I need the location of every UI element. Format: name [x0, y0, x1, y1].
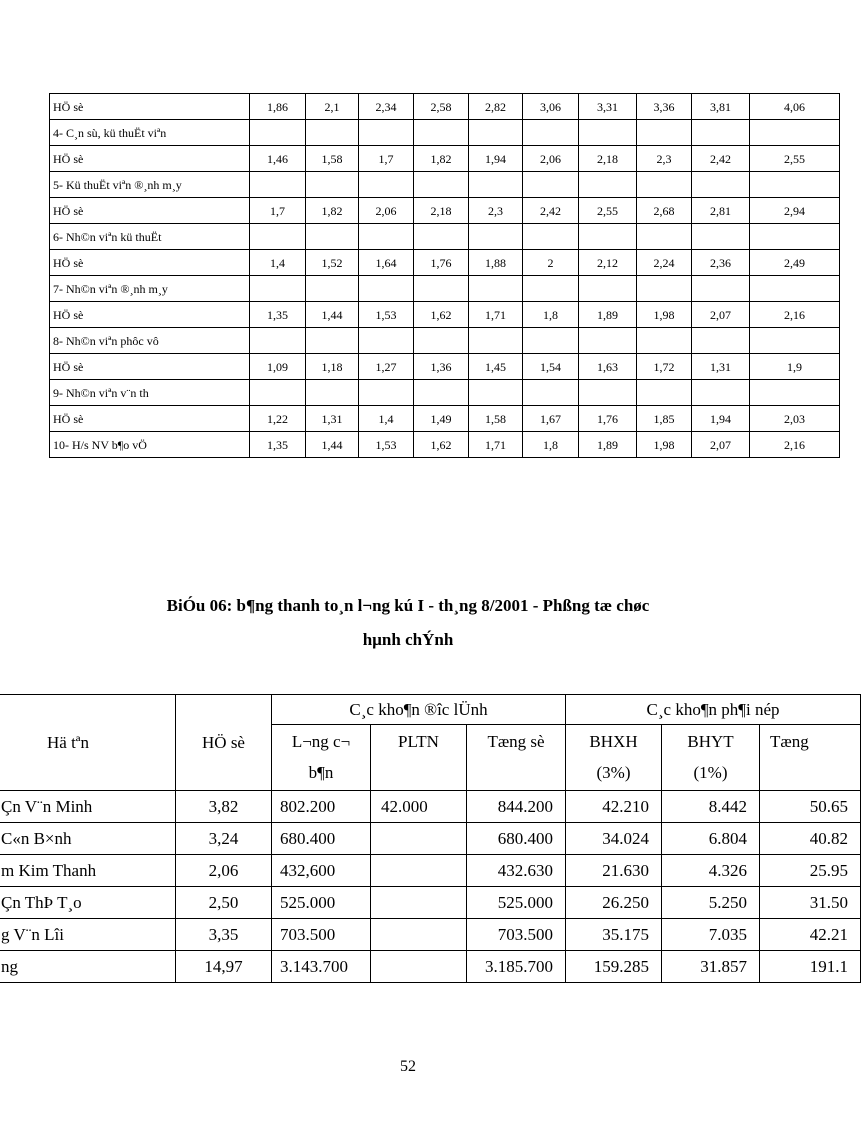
- total-deduction: 50.65: [760, 791, 861, 823]
- pltn-value: [371, 823, 467, 855]
- coef-row-label: 6- Nh©n viªn kü thuËt: [50, 224, 250, 250]
- coef-cell: [523, 172, 579, 198]
- coef-cell: 1,76: [414, 250, 469, 276]
- total-deduction: 25.95: [760, 855, 861, 887]
- coef-cell: 1,4: [359, 406, 414, 432]
- coef-cell: [414, 172, 469, 198]
- header-bhxh: [566, 725, 662, 791]
- coef-cell: 1,76: [579, 406, 637, 432]
- coef-cell: [414, 120, 469, 146]
- coef-cell: [306, 120, 359, 146]
- coef-cell: 2,18: [579, 146, 637, 172]
- coefficient-table: [49, 93, 840, 458]
- coef-cell: 2,03: [750, 406, 840, 432]
- coef-row-label: 5- Kü thuËt viªn ®¸nh m¸y: [50, 172, 250, 198]
- header-basic-line1: L¬ng c¬: [291, 732, 351, 751]
- header-bhyt-line2: (1%): [693, 763, 728, 782]
- coef-cell: [359, 328, 414, 354]
- coef-cell: 1,22: [250, 406, 306, 432]
- coef-cell: 1,89: [579, 432, 637, 458]
- coef-cell: [750, 276, 840, 302]
- coef-cell: 1,85: [637, 406, 692, 432]
- coef-cell: 1,82: [414, 146, 469, 172]
- coef-row: [50, 224, 840, 250]
- coef-cell: 1,63: [579, 354, 637, 380]
- coef-cell: 2,16: [750, 302, 840, 328]
- coef-cell: 3,31: [579, 94, 637, 120]
- coef-cell: [750, 120, 840, 146]
- coefficient-table-body: [50, 94, 840, 458]
- coef-row: [50, 120, 840, 146]
- coef-value: 3,35: [176, 919, 272, 951]
- coef-cell: 1,94: [469, 146, 523, 172]
- coef-cell: 1,86: [250, 94, 306, 120]
- coef-cell: [359, 276, 414, 302]
- coef-cell: [250, 224, 306, 250]
- coef-cell: [750, 172, 840, 198]
- coef-row: [50, 172, 840, 198]
- coef-cell: 2,55: [579, 198, 637, 224]
- coef-cell: 3,81: [692, 94, 750, 120]
- header-bhxh-line2: (3%): [596, 763, 631, 782]
- coef-cell: [250, 380, 306, 406]
- coef-cell: [306, 380, 359, 406]
- header-total-deduct-label: Tæng: [770, 732, 809, 751]
- coef-row-label: 9- Nh©n viªn v¨n th: [50, 380, 250, 406]
- coef-row-label: HÖ sè: [50, 302, 250, 328]
- coef-cell: 1,44: [306, 432, 359, 458]
- bhxh-value: 21.630: [566, 855, 662, 887]
- coef-cell: 1,88: [469, 250, 523, 276]
- coef-cell: 2,18: [414, 198, 469, 224]
- coef-cell: [637, 276, 692, 302]
- header-bhyt: [662, 725, 760, 791]
- coef-cell: 2,42: [523, 198, 579, 224]
- header-bhxh-line1: BHXH: [589, 732, 638, 751]
- coef-cell: 2,07: [692, 302, 750, 328]
- coef-cell: [250, 120, 306, 146]
- coef-cell: [692, 380, 750, 406]
- pltn-value: [371, 951, 467, 983]
- bhxh-value: 34.024: [566, 823, 662, 855]
- coef-cell: [414, 276, 469, 302]
- coef-cell: 1,8: [523, 432, 579, 458]
- basic-salary: 680.400: [272, 823, 371, 855]
- bhyt-value: 7.035: [662, 919, 760, 951]
- coef-cell: [637, 120, 692, 146]
- coef-cell: 2,16: [750, 432, 840, 458]
- coef-cell: 2,34: [359, 94, 414, 120]
- coef-cell: 2,55: [750, 146, 840, 172]
- basic-salary: 432,600: [272, 855, 371, 887]
- coef-row-label: HÖ sè: [50, 406, 250, 432]
- coef-cell: 2,81: [692, 198, 750, 224]
- coef-cell: [637, 380, 692, 406]
- header-name: Hä tªn: [0, 695, 176, 791]
- coef-cell: [579, 224, 637, 250]
- total-income: 703.500: [467, 919, 566, 951]
- coef-cell: 3,06: [523, 94, 579, 120]
- coef-cell: 1,58: [469, 406, 523, 432]
- coef-row-label: HÖ sè: [50, 198, 250, 224]
- coef-cell: [692, 224, 750, 250]
- header-basic-salary: [272, 725, 371, 791]
- salary-row: [0, 919, 861, 951]
- coef-cell: 1,4: [250, 250, 306, 276]
- bhxh-value: 26.250: [566, 887, 662, 919]
- header-total-deduct: [760, 725, 861, 791]
- coef-cell: 2,3: [469, 198, 523, 224]
- coef-cell: 1,58: [306, 146, 359, 172]
- bhyt-value: 5.250: [662, 887, 760, 919]
- coef-cell: 1,52: [306, 250, 359, 276]
- coef-row: [50, 276, 840, 302]
- coef-value: 14,97: [176, 951, 272, 983]
- coef-cell: [579, 380, 637, 406]
- coef-cell: 1,8: [523, 302, 579, 328]
- coef-cell: [692, 276, 750, 302]
- coef-cell: 2,06: [359, 198, 414, 224]
- coef-row-label: HÖ sè: [50, 354, 250, 380]
- header-total: [467, 725, 566, 791]
- coef-cell: 2,58: [414, 94, 469, 120]
- page-number: 52: [400, 1058, 416, 1075]
- coef-cell: [359, 380, 414, 406]
- coef-cell: [692, 120, 750, 146]
- total-income: 680.400: [467, 823, 566, 855]
- coef-value: 3,24: [176, 823, 272, 855]
- salary-table: [0, 694, 861, 983]
- coef-cell: 1,62: [414, 302, 469, 328]
- coef-cell: 2,3: [637, 146, 692, 172]
- basic-salary: 525.000: [272, 887, 371, 919]
- table-title-line2: hµnh chÝnh: [362, 630, 454, 649]
- pltn-value: [371, 919, 467, 951]
- bhxh-value: 35.175: [566, 919, 662, 951]
- coef-cell: 1,31: [306, 406, 359, 432]
- table-title-line1: BiÓu 06: b¶ng thanh to¸n l¬ng kú I - th¸ng 8/2001 - Phßng tæ chøc: [166, 596, 650, 615]
- coef-cell: [523, 120, 579, 146]
- coef-row: [50, 146, 840, 172]
- header-pltn-label: PLTN: [398, 732, 439, 751]
- coef-cell: [469, 276, 523, 302]
- bhyt-value: 4.326: [662, 855, 760, 887]
- coef-cell: 2,07: [692, 432, 750, 458]
- coef-row-label: 8- Nh©n viªn phôc vô: [50, 328, 250, 354]
- coef-cell: [359, 224, 414, 250]
- coef-cell: 4,06: [750, 94, 840, 120]
- coef-row: [50, 432, 840, 458]
- coef-cell: 1,31: [692, 354, 750, 380]
- coef-cell: [306, 328, 359, 354]
- coef-cell: [469, 328, 523, 354]
- coef-cell: 2,82: [469, 94, 523, 120]
- coef-cell: [523, 380, 579, 406]
- coef-cell: [523, 328, 579, 354]
- coef-row: [50, 250, 840, 276]
- coef-cell: [306, 276, 359, 302]
- coef-cell: 1,9: [750, 354, 840, 380]
- salary-row: [0, 951, 861, 983]
- coef-row: [50, 328, 840, 354]
- coef-cell: 1,44: [306, 302, 359, 328]
- coef-cell: 1,27: [359, 354, 414, 380]
- coef-cell: [359, 172, 414, 198]
- salary-row: [0, 823, 861, 855]
- coef-cell: 1,45: [469, 354, 523, 380]
- coef-row: [50, 380, 840, 406]
- total-income: 3.185.700: [467, 951, 566, 983]
- employee-name: g V¨n Lîi: [0, 919, 176, 951]
- coef-row: [50, 354, 840, 380]
- coef-cell: [414, 380, 469, 406]
- coef-cell: [469, 120, 523, 146]
- salary-table-body: [0, 695, 861, 983]
- coef-cell: [469, 380, 523, 406]
- coef-cell: [306, 172, 359, 198]
- coef-value: 2,50: [176, 887, 272, 919]
- header-basic-line2: b¶n: [308, 763, 334, 782]
- coef-cell: 1,7: [359, 146, 414, 172]
- employee-name: ng: [0, 951, 176, 983]
- employee-name: Çn ThÞ T¸o: [0, 887, 176, 919]
- coef-cell: [250, 276, 306, 302]
- coef-row: [50, 94, 840, 120]
- coef-cell: 1,09: [250, 354, 306, 380]
- coef-cell: [523, 224, 579, 250]
- basic-salary: 703.500: [272, 919, 371, 951]
- total-income: 525.000: [467, 887, 566, 919]
- pltn-value: [371, 887, 467, 919]
- coef-cell: 3,36: [637, 94, 692, 120]
- coef-cell: 1,82: [306, 198, 359, 224]
- total-deduction: 191.1: [760, 951, 861, 983]
- header-coef: HÖ sè: [176, 695, 272, 791]
- salary-row: [0, 855, 861, 887]
- coef-cell: 1,89: [579, 302, 637, 328]
- coef-cell: [523, 276, 579, 302]
- coef-cell: [469, 172, 523, 198]
- coef-cell: 1,71: [469, 432, 523, 458]
- header-income-group: C¸c kho¶n ®îc lÜnh: [272, 695, 566, 725]
- coef-cell: [250, 172, 306, 198]
- coef-row-label: HÖ sè: [50, 250, 250, 276]
- coef-cell: 2,42: [692, 146, 750, 172]
- coef-cell: [750, 328, 840, 354]
- coef-cell: [579, 276, 637, 302]
- coef-cell: [692, 172, 750, 198]
- coef-cell: 1,54: [523, 354, 579, 380]
- coef-cell: [692, 328, 750, 354]
- employee-name: C«n B×nh: [0, 823, 176, 855]
- basic-salary: 3.143.700: [272, 951, 371, 983]
- coef-cell: 1,35: [250, 432, 306, 458]
- coef-cell: 1,53: [359, 302, 414, 328]
- coef-row: [50, 406, 840, 432]
- bhyt-value: 31.857: [662, 951, 760, 983]
- coef-row-label: 4- C¸n sù, kü thuËt viªn: [50, 120, 250, 146]
- coef-cell: 1,18: [306, 354, 359, 380]
- coef-cell: [414, 328, 469, 354]
- coef-cell: 1,98: [637, 302, 692, 328]
- coef-cell: 1,94: [692, 406, 750, 432]
- coef-cell: 2,36: [692, 250, 750, 276]
- coef-cell: [359, 120, 414, 146]
- coef-cell: [579, 328, 637, 354]
- coef-cell: 1,62: [414, 432, 469, 458]
- coef-cell: 1,36: [414, 354, 469, 380]
- bhxh-value: 42.210: [566, 791, 662, 823]
- coef-cell: 1,67: [523, 406, 579, 432]
- coef-cell: [250, 328, 306, 354]
- total-deduction: 42.21: [760, 919, 861, 951]
- coef-row-label: 10- H/s NV b¶o vÖ: [50, 432, 250, 458]
- coef-cell: [469, 224, 523, 250]
- coef-cell: 2,68: [637, 198, 692, 224]
- header-deduction-group: C¸c kho¶n ph¶i nép: [566, 695, 861, 725]
- coef-value: 2,06: [176, 855, 272, 887]
- coef-cell: [637, 172, 692, 198]
- coef-cell: [579, 120, 637, 146]
- coef-cell: 1,53: [359, 432, 414, 458]
- coef-cell: [579, 172, 637, 198]
- bhyt-value: 6.804: [662, 823, 760, 855]
- pltn-value: 42.000: [371, 791, 467, 823]
- employee-name: Çn V¨n Minh: [0, 791, 176, 823]
- basic-salary: 802.200: [272, 791, 371, 823]
- salary-header-row: [0, 695, 861, 725]
- coef-row-label: 7- Nh©n viªn ®¸nh m¸y: [50, 276, 250, 302]
- employee-name: m Kim Thanh: [0, 855, 176, 887]
- header-pltn: [371, 725, 467, 791]
- bhxh-value: 159.285: [566, 951, 662, 983]
- total-income: 432.630: [467, 855, 566, 887]
- coef-cell: 2,1: [306, 94, 359, 120]
- coef-value: 3,82: [176, 791, 272, 823]
- coef-cell: 2: [523, 250, 579, 276]
- coef-cell: [637, 328, 692, 354]
- coef-cell: [750, 224, 840, 250]
- header-total-label: Tæng sè: [487, 732, 545, 751]
- header-bhyt-line1: BHYT: [687, 732, 734, 751]
- total-income: 844.200: [467, 791, 566, 823]
- coef-row-label: HÖ sè: [50, 146, 250, 172]
- salary-row: [0, 887, 861, 919]
- coef-cell: [637, 224, 692, 250]
- coef-cell: 2,49: [750, 250, 840, 276]
- coef-row: [50, 302, 840, 328]
- coef-cell: 1,49: [414, 406, 469, 432]
- coef-row-label: HÖ sè: [50, 94, 250, 120]
- coef-cell: 1,46: [250, 146, 306, 172]
- coef-cell: 2,06: [523, 146, 579, 172]
- pltn-value: [371, 855, 467, 887]
- coef-cell: 2,94: [750, 198, 840, 224]
- coef-cell: 1,71: [469, 302, 523, 328]
- bhyt-value: 8.442: [662, 791, 760, 823]
- total-deduction: 31.50: [760, 887, 861, 919]
- total-deduction: 40.82: [760, 823, 861, 855]
- coef-cell: 1,72: [637, 354, 692, 380]
- coef-row: [50, 198, 840, 224]
- coef-cell: 1,64: [359, 250, 414, 276]
- coef-cell: 1,35: [250, 302, 306, 328]
- coef-cell: 2,12: [579, 250, 637, 276]
- coef-cell: [414, 224, 469, 250]
- coef-cell: [750, 380, 840, 406]
- salary-row: [0, 791, 861, 823]
- coef-cell: 1,98: [637, 432, 692, 458]
- coef-cell: [306, 224, 359, 250]
- coef-cell: 2,24: [637, 250, 692, 276]
- coef-cell: 1,7: [250, 198, 306, 224]
